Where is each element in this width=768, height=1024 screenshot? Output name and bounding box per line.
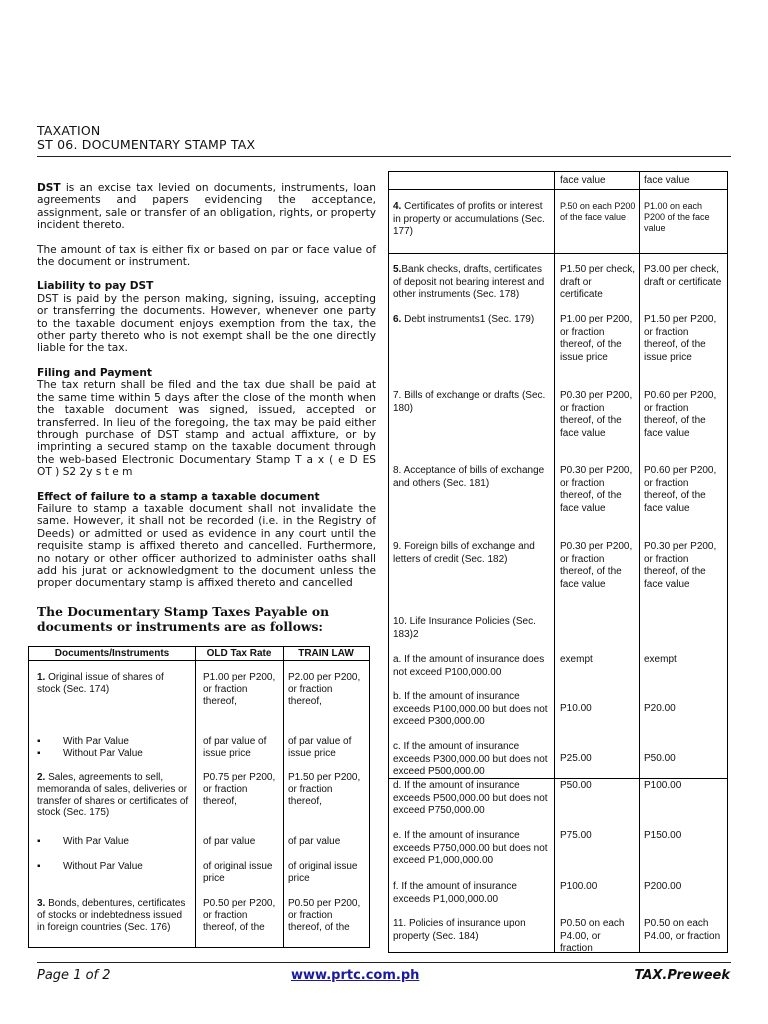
column-divider (283, 647, 284, 947)
table-row-old-rate: P100.00 (560, 881, 598, 892)
table-row-old-rate: P.50 on each P200 of the face value (560, 201, 636, 223)
table-row-doc: 4. Certificates of profits or interest in property or accumulations (Sec. 177) (393, 201, 545, 238)
table-row-train-rate: of original issue price (288, 861, 358, 884)
table-row-doc: d. If the amount of insurance exceeds P500,000.00 but does not exceed P750,000.00 (393, 780, 548, 817)
table-row-train-rate: P1.00 on each P200 of the face value (644, 201, 710, 234)
table-row-old-rate: exempt (560, 654, 593, 665)
table-row-old-rate: P10.00 (560, 703, 592, 714)
intro-paragraph (37, 182, 376, 232)
liability-text: DST is paid by the person making, signing, issuing, accepting or transferring the documents. However, whenever one party to the taxable document enjoys exemption from the tax, the other party thereto who is not exempt shall be the one directly liable for the tax. (37, 292, 376, 355)
table-row-train-rate: P0.30 per P200, or fraction thereof, of the face value (644, 541, 717, 590)
table-row-old-rate: P0.30 per P200, or fraction thereof, of the face value (560, 390, 633, 439)
filing-text: The tax return shall be filed and the tax due shall be paid at the same time within 5 days after the close of the month when the taxable document was signed, issued, accepted or transferred. In lieu of the foregoing, the tax may be paid either through purchase of DST stamp and actual affixture, or by imprinting a secured stamp on the taxable document through the web-based Electronic Documentary Stamp T a x ( e D ES OT ) S2 2y s t e m (37, 379, 376, 479)
dst-term: DST (37, 182, 61, 194)
footer-label: TAX.Preweek (634, 968, 730, 983)
page-number: Page 1 of 2 (37, 968, 111, 983)
table-row-doc: 5.Bank checks, drafts, certificates of deposit not bearing interest and other instruments (Sec. 178) (393, 264, 545, 301)
table-row-train-rate: of par value of issue price (288, 736, 352, 759)
header-divider (37, 156, 731, 157)
table-row-train-rate: P0.50 per P200, or fraction thereof, of the (288, 898, 361, 933)
header-subject: TAXATION (37, 123, 101, 138)
table-row-doc: 9. Foreign bills of exchange and letters of credit (Sec. 182) (393, 541, 535, 565)
table-row-train-rate: P3.00 per check, draft or certificate (644, 264, 722, 288)
failure-section (37, 491, 376, 590)
table-row-old-rate: P50.00 (560, 780, 592, 791)
filing-heading: Filing and Payment (37, 366, 152, 379)
table-row-doc: 3. Bonds, debentures, certificates of stocks or indebtedness issued in foreign countries (Sec. 176) (37, 898, 186, 933)
table-row-train-rate: P200.00 (644, 881, 682, 892)
column-divider (195, 647, 196, 947)
page-header (37, 124, 731, 152)
row-divider (389, 253, 727, 254)
table-row-doc: 2. Sales, agreements to sell, memoranda of sales, deliveries or transfer of shares or certificates of stock (Sec. 175) (37, 772, 189, 819)
table-row-old-rate: P1.00 per P200, or fraction thereof, (203, 672, 276, 707)
table-row-doc: 10. Life Insurance Policies (Sec. 183)2 (393, 616, 536, 640)
table-row-doc: c. If the amount of insurance exceeds P300,000.00 but does not exceed P500,000.00 (393, 741, 548, 778)
table-row-old-rate: P75.00 (560, 830, 592, 841)
payable-title: The Documentary Stamp Taxes Payable on documents or instruments are as follows: (37, 604, 330, 634)
column-header-documents: Documents/Instruments (29, 647, 195, 661)
column-header-old-rate: OLD Tax Rate (195, 647, 283, 661)
table-row-old-rate: of par value (203, 836, 256, 847)
website-link[interactable]: www.prtc.com.ph (291, 968, 420, 983)
liability-heading: Liability to pay DST (37, 280, 154, 293)
dst-table-right (388, 171, 728, 953)
table-row-train-rate: P50.00 (644, 753, 676, 764)
table-row-train-rate: P20.00 (644, 703, 676, 714)
column-divider (554, 172, 555, 952)
table-row-doc: b. If the amount of insurance exceeds P100,000.00 but does not exceed P300,000.00 (393, 691, 548, 728)
table-row-train-rate: P0.60 per P200, or fraction thereof, of the face value (644, 390, 717, 439)
column-header-train-law: TRAIN LAW (283, 647, 369, 661)
table-row-doc: 7. Bills of exchange or drafts (Sec. 180) (393, 390, 546, 414)
table-row-train-rate: P150.00 (644, 830, 682, 841)
table-row-old-rate: P0.30 per P200, or fraction thereof, of the face value (560, 465, 633, 514)
table-row-doc: 6. Debt instruments1 (Sec. 179) (393, 314, 535, 325)
table-row-doc: a. If the amount of insurance does not exceed P100,000.00 (393, 654, 545, 678)
table-row-train-rate: P0.60 per P200, or fraction thereof, of the face value (644, 465, 717, 514)
failure-text: Failure to stamp a taxable document shall not invalidate the same. However, it shall not be recorded (i.e. in the Registry of Deeds) or admitted or used as evidence in any court until the requisite stamp is affixed thereto and cancelled. Furthermore, no notary or other officer authorized to administer oaths shall add his jurat or acknowledgment to the document unless the proper documentary stamp is affixed thereto and cancelled (37, 502, 376, 590)
table-row-doc: 1. Original issue of shares of stock (Sec. 174) (37, 672, 164, 695)
table-row-old-rate: P1.50 per check, draft or certificate (560, 264, 636, 301)
table-row-old-rate: P1.00 per P200, or fraction thereof, of the issue price (560, 314, 633, 363)
table-row-old-rate: of original issue price (203, 861, 273, 884)
table-row-old-rate: P0.50 on each P4.00, or fraction (560, 918, 625, 955)
column-divider (639, 172, 640, 952)
table-row-train-rate: exempt (644, 654, 677, 665)
table-row-old-rate: of par value of issue price (203, 736, 267, 759)
intro-text: is an excise tax levied on documents, instruments, loan agreements and papers evidencing the acceptance, assignment, sale or transfer of an obligation, rights, or property incident thereto. (37, 182, 376, 232)
table-row-train-rate: P100.00 (644, 780, 682, 791)
table-row-doc: f. If the amount of insurance exceeds P1,000,000.00 (393, 881, 517, 905)
table-row-doc: 11. Policies of insurance upon property (Sec. 184) (393, 918, 526, 942)
dst-table-left (28, 646, 370, 948)
table-row-old-rate: P0.30 per P200, or fraction thereof, of the face value (560, 541, 633, 590)
table-row-old-rate: P0.75 per P200, or fraction thereof, (203, 772, 276, 807)
amount-paragraph: The amount of tax is either fix or based on par or face value of the document or instrument. (37, 243, 376, 269)
row-divider (389, 189, 727, 190)
list-item: ▪ With Par Value (63, 736, 189, 748)
table-row-train-rate: P2.00 per P200, or fraction thereof, (288, 672, 361, 707)
table-row-train-rate: of par value (288, 836, 341, 847)
row-divider (389, 778, 727, 779)
table-row-old-rate: face value (560, 175, 606, 186)
footer-divider (37, 962, 731, 963)
table-row-train-rate: P1.50 per P200, or fraction thereof, of the issue price (644, 314, 717, 363)
table-row-old-rate: P0.50 per P200, or fraction thereof, of the (203, 898, 276, 933)
header-topic: ST 06. DOCUMENTARY STAMP TAX (37, 137, 256, 152)
list-item: ▪ Without Par Value (63, 861, 189, 873)
table-row-train-rate: P0.50 on each P4.00, or fraction (644, 918, 721, 942)
failure-heading: Effect of failure to a stamp a taxable document (37, 490, 320, 503)
table-row-train-rate: P1.50 per P200, or fraction thereof, (288, 772, 361, 807)
left-column (37, 182, 376, 602)
table-row-train-rate: face value (644, 175, 690, 186)
liability-section (37, 280, 376, 354)
list-item: ▪ Without Par Value (63, 748, 189, 760)
table-row-doc: e. If the amount of insurance exceeds P750,000.00 but does not exceed P1,000,000.00 (393, 830, 548, 867)
table-row-doc: 8. Acceptance of bills of exchange and others (Sec. 181) (393, 465, 545, 489)
list-item: ▪ With Par Value (63, 836, 189, 848)
table-row-old-rate: P25.00 (560, 753, 592, 764)
filing-section (37, 367, 376, 479)
